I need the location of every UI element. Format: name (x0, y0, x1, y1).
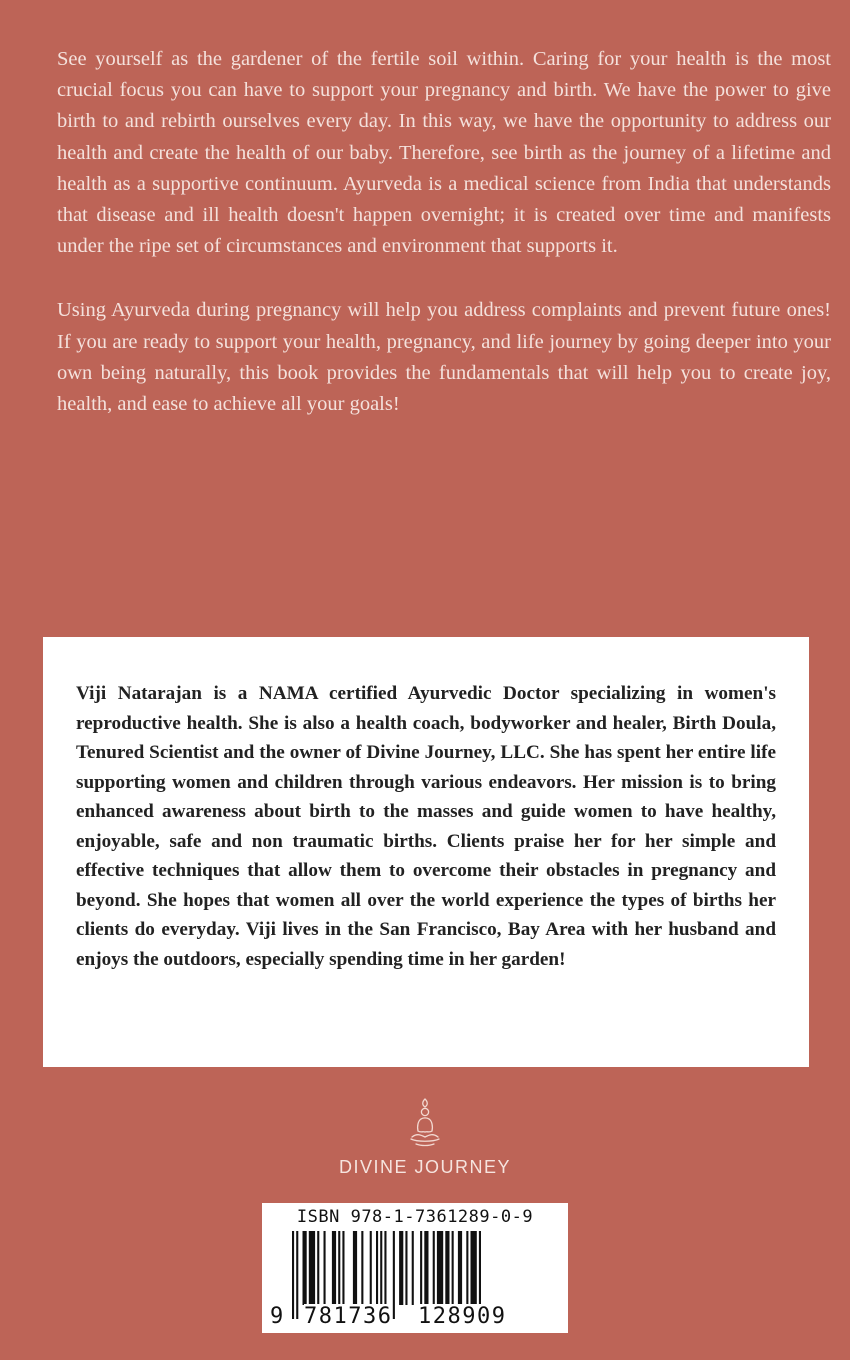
meditating-figure-icon (408, 1097, 442, 1147)
barcode-left-digits: 781736 (304, 1304, 393, 1329)
isbn-label: ISBN 978-1-7361289-0-9 (296, 1207, 534, 1227)
barcode-right-digits: 128909 (418, 1304, 507, 1329)
author-bio-text: Viji Natarajan is a NAMA certified Ayurvedic Doctor specializing in women's reproductive health. She is also a health coach, bodyworker and healer, Birth Doula, Tenured Scientist and the owner of Divine Journey, LLC. She has spent her entire life supporting women and children through various endeavors. Her mission is to bring enhanced awareness about birth to the masses and guide women to have healthy, enjoyable, safe and non traumatic births. Clients praise her for her simple and effective techniques that allow them to overcome their obstacles in pregnancy and beyond. She hopes that women all over the world experience the types of births her clients do everyday. Viji lives in the San Francisco, Bay Area with her husband and enjoys the outdoors, especially spending time in her garden! (76, 683, 776, 970)
barcode-first-digit: 9 (270, 1304, 285, 1329)
isbn-barcode (262, 1203, 568, 1333)
back-cover-blurb (57, 44, 831, 453)
publisher-logo (322, 1097, 528, 1178)
publisher-name: DIVINE JOURNEY (338, 1157, 512, 1177)
blurb-paragraph-1: See yourself as the gardener of the fertile soil within. Caring for your health is the most crucial focus you can have to support your pregnancy and birth. We have the power to give birth to and rebirth ourselves every day. In this way, we have the opportunity to address our health and create the health of our baby. Therefore, see birth as the journey of a lifetime and health as a supportive continuum. Ayurveda is a medical science from India that understands that disease and ill health doesn't happen overnight; it is created over time and manifests under the ripe set of circumstances and environment that supports it. (57, 48, 831, 258)
author-bio-box (43, 637, 809, 1067)
blurb-paragraph-2: Using Ayurveda during pregnancy will help you address complaints and prevent future ones! If you are ready to support your health, pregnancy, and life journey by going deeper into your own being naturally, this book provides the fundamentals that will help you to create joy, health, and ease to achieve all your goals! (57, 299, 831, 416)
